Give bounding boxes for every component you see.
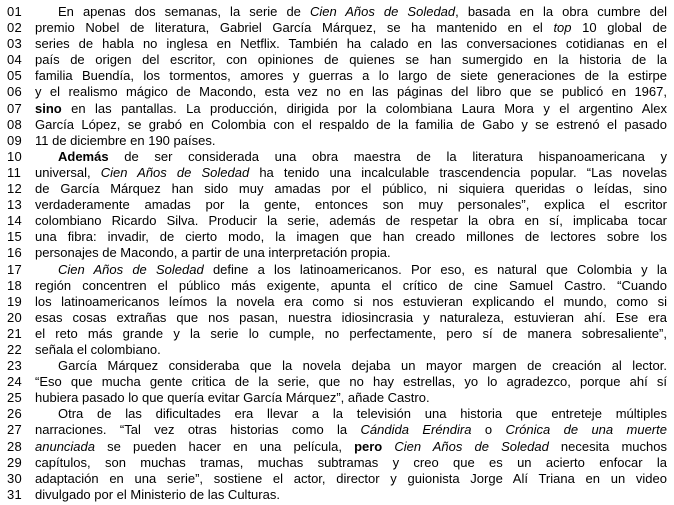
plain-text: el reto más grande y la serie lo cumple, no perfectamente, pero sí de manera sobresaliente”, (35, 325, 667, 341)
text-line (0, 36, 674, 52)
text-line (0, 68, 674, 84)
line-text (35, 52, 667, 68)
line-number: 24 (7, 374, 23, 390)
line-text (35, 101, 667, 117)
plain-text: se pueden hacer en una película, (95, 438, 355, 454)
line-text (35, 133, 667, 149)
line-text (35, 278, 667, 294)
text-line (0, 20, 674, 36)
line-text (35, 455, 667, 471)
text-line (0, 262, 674, 278)
text-line (0, 278, 674, 294)
plain-text: necesita muchos (548, 438, 667, 454)
line-number: 19 (7, 293, 23, 309)
text-line (0, 439, 674, 455)
line-number: 21 (7, 325, 23, 341)
text-line (0, 84, 674, 100)
plain-text: García López, se grabó en Colombia con el respaldo de la familia de Gabo y se estrenó el pasado (35, 116, 667, 132)
line-number: 02 (7, 20, 23, 36)
text-line (0, 4, 674, 20)
line-number: 03 (7, 36, 23, 52)
text-line (0, 181, 674, 197)
plain-text: En apenas dos semanas, la serie de (58, 4, 310, 19)
plain-text: 11 de diciembre en 190 países. (35, 132, 216, 148)
plain-text: familia Buendía, los tormentos, amores y guerras a lo largo de siete generaciones de la estirpe (35, 68, 667, 84)
plain-text: 10 global de (571, 20, 667, 36)
text-line (0, 149, 674, 165)
line-number: 29 (7, 454, 23, 470)
line-number: 01 (7, 4, 23, 19)
line-text (35, 390, 667, 406)
line-text (35, 422, 667, 438)
line-text (35, 213, 667, 229)
line-number: 06 (7, 84, 23, 100)
italic-text: Cien Años de Soledad (394, 438, 549, 454)
line-number: 31 (7, 486, 23, 502)
italic-text: Crónica de una muerte (505, 422, 667, 438)
plain-text: “Eso que mucha gente critica de la serie, que no hay estrellas, yo lo agradezco, porque ahí sí (35, 374, 667, 390)
line-number: 05 (7, 68, 23, 84)
line-number: 26 (7, 406, 23, 422)
line-text (35, 197, 667, 213)
text-line (0, 406, 674, 422)
line-text (35, 487, 667, 503)
bold-text: Además (58, 148, 109, 164)
plain-text: los latinoamericanos leímos la novela era como si nos estuvieran explicando el mundo, como si (35, 293, 667, 309)
line-text (35, 181, 667, 197)
plain-text: en las pantallas. La producción, dirigida por la colombiana Laura Mora y el argentino Alex (61, 100, 667, 116)
text-line (0, 455, 674, 471)
line-text (35, 471, 667, 487)
text-line (0, 165, 674, 181)
plain-text: colombiano Ricardo Silva. Producir la serie, además de respetar la obra en sí, implicaba tocar (35, 213, 667, 229)
line-text (35, 20, 667, 36)
line-number: 25 (7, 390, 23, 406)
italic-text: top (553, 20, 572, 36)
text-line (0, 213, 674, 229)
plain-text: divulgado por el Ministerio de las Culturas. (35, 486, 280, 502)
plain-text: de ser considerada una obra maestra de la literatura hispanoamericana y (108, 148, 667, 164)
line-number: 14 (7, 213, 23, 229)
line-text (35, 165, 667, 181)
text-line (0, 229, 674, 245)
text-line (0, 310, 674, 326)
plain-text (382, 439, 394, 454)
line-text (35, 439, 667, 455)
text-line (0, 390, 674, 406)
line-text (35, 406, 667, 422)
line-number: 22 (7, 341, 23, 357)
line-text (35, 358, 667, 374)
plain-text: o (471, 422, 506, 438)
text-line (0, 374, 674, 390)
line-number: 07 (7, 100, 23, 116)
plain-text: verdaderamente amadas por la gente, entonces son muy personales”, explica el escritor (35, 197, 667, 213)
bold-text: sino (35, 100, 62, 116)
plain-text: de García Márquez han sido muy amadas por el público, ni siquiera queridas o leídas, sino (35, 181, 667, 197)
text-line (0, 197, 674, 213)
plain-text: , basada en la obra cumbre del (455, 4, 667, 19)
line-number: 23 (7, 358, 23, 374)
plain-text: ha tenido una incalculable trascendencia popular. “Las novelas (249, 164, 667, 180)
line-text (35, 68, 667, 84)
plain-text: series de habla no inglesa en Netflix. También ha calado en las conversaciones cotidianas en el (35, 36, 667, 52)
text-line (0, 358, 674, 374)
plain-text: Otra de las dificultades era llevar a la televisión una historia que entreteje múltiples (58, 406, 667, 422)
plain-text: señala el colombiano. (35, 341, 161, 357)
text-line (0, 342, 674, 358)
line-text (35, 294, 667, 310)
line-text (35, 262, 667, 278)
text-line (0, 487, 674, 503)
plain-text: país de origen del escritor, con opiniones de quienes se han sumergido en la historia de la (35, 52, 667, 68)
line-text (35, 374, 667, 390)
text-line (0, 294, 674, 310)
line-number: 18 (7, 277, 23, 293)
plain-text: universal, (35, 164, 101, 180)
line-text (35, 326, 667, 342)
line-text (35, 342, 667, 358)
text-line (0, 133, 674, 149)
plain-text: García Márquez consideraba que la novela dejaba un mayor margen de creación al lector. (58, 358, 667, 374)
line-text (35, 36, 667, 52)
line-number: 12 (7, 181, 23, 197)
text-line (0, 422, 674, 438)
text-line (0, 471, 674, 487)
plain-text: esas cosas extrañas que nos pasan, nuestra idiosincrasia y naturaleza, estuvieran ahí. Ese era (35, 309, 667, 325)
plain-text: premio Nobel de literatura, Gabriel García Márquez, se ha mantenido en el (35, 20, 554, 36)
text-line (0, 117, 674, 133)
line-number: 08 (7, 116, 23, 132)
line-number: 20 (7, 309, 23, 325)
bold-text: pero (354, 438, 383, 454)
line-number: 28 (7, 438, 23, 454)
line-number: 09 (7, 132, 23, 148)
line-text (35, 245, 667, 261)
line-number: 17 (7, 261, 23, 277)
text-line (0, 52, 674, 68)
italic-text: Cien Años de Soledad (58, 261, 204, 277)
plain-text: capítulos, son muchas tramas, muchas subtramas y creo que es un acierto enfocar la (35, 454, 667, 470)
line-number: 11 (7, 164, 22, 180)
text-line (0, 245, 674, 261)
plain-text: narraciones. “Tal vez otras historias como la (35, 422, 361, 438)
line-text (35, 84, 667, 100)
line-number: 30 (7, 470, 23, 486)
line-text (35, 117, 667, 133)
italic-text: Cien Años de Soledad (309, 4, 456, 19)
line-number: 04 (7, 52, 23, 68)
line-number: 16 (7, 245, 23, 261)
plain-text: una fibra: invadir, de cierto modo, la imagen que han creado millones de lectores sobre los (35, 229, 667, 245)
line-text (35, 4, 667, 20)
line-number: 13 (7, 197, 23, 213)
text-line (0, 101, 674, 117)
italic-text: Cien Años de Soledad (100, 164, 250, 180)
line-text (35, 310, 667, 326)
plain-text: personajes de Macondo, a partir de una interpretación propia. (35, 245, 391, 261)
plain-text: adaptación en una serie”, sostiene el actor, director y guionista Jorge Alí Triana en un video (35, 470, 667, 486)
text-line (0, 326, 674, 342)
line-number: 15 (7, 229, 23, 245)
line-number: 10 (7, 148, 23, 164)
line-text (35, 149, 667, 165)
plain-text: define a los latinoamericanos. Por eso, es natural que Colombia y la (203, 261, 667, 277)
italic-text: anunciada (35, 438, 95, 454)
line-text (35, 229, 667, 245)
line-number: 27 (7, 422, 23, 438)
plain-text: hubiera pasado lo que quería evitar García Márquez”, añade Castro. (35, 390, 430, 406)
plain-text: región concentren el público más exigente, apunta el crítico de cine Samuel Castro. “Cuando (35, 277, 667, 293)
plain-text: y el realismo mágico de Macondo, esta vez no en las páginas del libro que se publicó en 1967, (35, 84, 667, 100)
italic-text: Cándida Eréndira (360, 422, 472, 438)
